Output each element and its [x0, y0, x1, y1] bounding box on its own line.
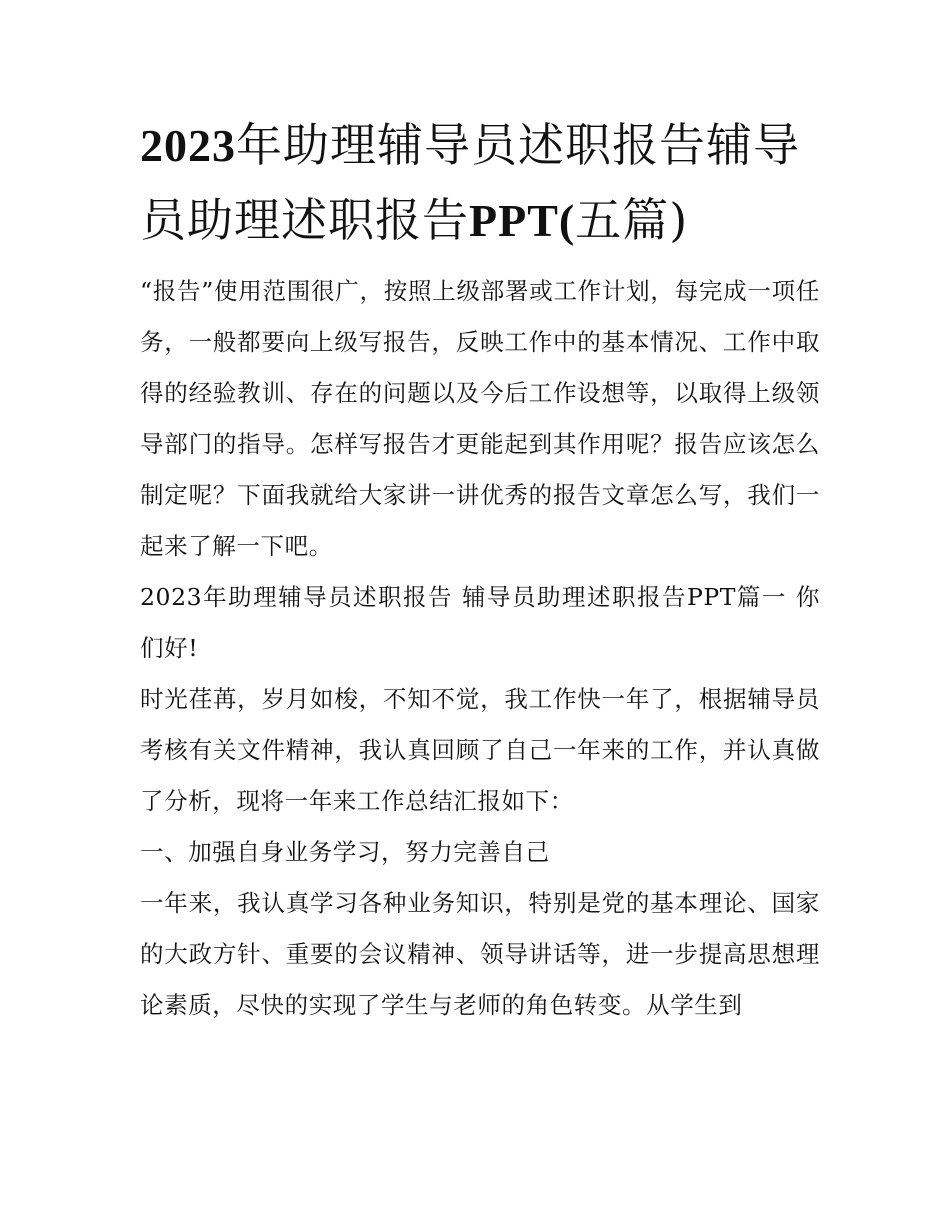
document-title: [140, 108, 820, 258]
title-tail-text: 五篇): [575, 193, 689, 247]
section-heading-paragraph: 2023年助理辅导员述职报告 辅导员助理述职报告PPT篇一 你们好!: [140, 583, 820, 662]
document-page: [140, 108, 820, 1031]
body-paragraph: 一年来，我认真学习各种业务知识，特别是党的基本理论、国家的大政方针、重要的会议精神、领导讲话等，进一步提高思想理论素质，尽快的实现了学生与老师的角色转变。从学生到: [140, 889, 820, 1019]
subheading-paragraph: 一、加强自身业务学习，努力完善自己: [140, 838, 550, 866]
title-ppt: PPT(: [469, 195, 576, 246]
body-paragraph: 时光荏苒，岁月如梭，不知不觉，我工作快一年了，根据辅导员考核有关文件精神，我认真回顾了自己一年来的工作，并认真做了分析，现将一年来工作总结汇报如下：: [140, 685, 820, 815]
intro-paragraph: “报告”使用范围很广，按照上级部署或工作计划，每完成一项任务，一般都要向上级写报告，反映工作中的基本情况、工作中取得的经验教训、存在的问题以及今后工作设想等，以取得上级领导部门的指导。怎样写报告才更能起到其作用呢？报告应该怎么制定呢？下面我就给大家讲一讲优秀的报告文章怎么写，我们一起来了解一下吧。: [140, 277, 820, 560]
title-year: 2023: [140, 120, 236, 171]
title-main-text: 年助理辅导员述职报告辅导员助理述职报告: [140, 118, 800, 247]
